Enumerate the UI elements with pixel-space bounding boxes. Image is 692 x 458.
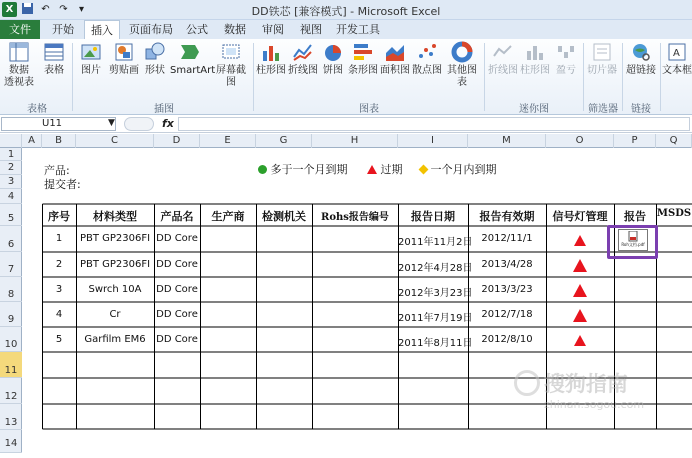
row-header[interactable]: 14	[0, 430, 22, 453]
cell-valid-until[interactable]: 2012/11/1	[481, 233, 533, 244]
tab-insert[interactable]: 插入	[84, 20, 120, 40]
table-label: 表格	[44, 65, 64, 76]
header-rohs-no: Rohs报告编号	[321, 212, 389, 223]
tab-data[interactable]: 数据	[224, 23, 246, 36]
report-attachment[interactable]	[618, 229, 648, 251]
group-charts-label: 图表	[359, 104, 379, 115]
column-chart-label: 柱形图	[256, 65, 286, 76]
insert-function-icon[interactable]: fx	[162, 117, 174, 130]
row-header[interactable]: 3	[0, 175, 22, 189]
cell-no[interactable]: 3	[55, 284, 63, 295]
row-header[interactable]: 7	[0, 252, 22, 277]
column-header[interactable]: Q	[656, 134, 692, 148]
cell-report-date[interactable]: 2011年7月19日	[398, 313, 473, 324]
cell-material[interactable]: Cr	[109, 309, 121, 320]
column-header[interactable]: P	[614, 134, 656, 148]
cell-report-date[interactable]: 2011年11月2日	[398, 237, 473, 248]
cell-no[interactable]: 5	[55, 334, 63, 345]
submitter-label: 提交者:	[44, 178, 81, 191]
watermark-cn: 搜狗指南	[543, 372, 628, 396]
shapes-label: 形状	[145, 65, 165, 76]
scatter-chart-label: 散点图	[412, 65, 442, 76]
row-header[interactable]: 2	[0, 161, 22, 175]
tab-view[interactable]: 视图	[300, 23, 322, 36]
pdf-file-icon	[627, 231, 639, 242]
cell-material[interactable]: PBT GP2306FI	[79, 233, 151, 244]
sparkline-column-label: 柱形图	[520, 65, 550, 76]
tab-home[interactable]: 开始	[52, 23, 74, 36]
column-header[interactable]: H	[312, 134, 398, 148]
hyperlink-label: 超链接	[626, 65, 656, 76]
column-header[interactable]: A	[22, 134, 42, 148]
group-illustrations-label: 插图	[154, 104, 174, 115]
name-box-dropdown-icon[interactable]: ▼	[108, 118, 115, 128]
expired-triangle-icon	[574, 335, 586, 346]
tab-page-layout[interactable]: 页面布局	[129, 23, 173, 36]
column-header[interactable]: M	[468, 134, 546, 148]
header-no: 序号	[48, 210, 70, 223]
cell-no[interactable]: 4	[55, 309, 63, 320]
sogou-watermark	[514, 368, 644, 411]
sogou-logo-icon	[514, 370, 540, 396]
cell-valid-until[interactable]: 2012/7/18	[481, 309, 533, 320]
cell-no[interactable]: 2	[55, 259, 63, 270]
window-title: DD铁芯 [兼容模式] - Microsoft Excel	[251, 5, 441, 18]
screenshot-label: 屏幕截图	[216, 65, 246, 88]
cell-valid-until[interactable]: 2012/8/10	[481, 334, 533, 345]
column-header[interactable]: D	[154, 134, 200, 148]
group-tables-label: 表格	[27, 104, 47, 115]
row-header[interactable]: 5	[0, 204, 22, 226]
smartart-label: SmartArt	[170, 65, 216, 76]
cell-report-date[interactable]: 2012年4月28日	[398, 263, 473, 274]
cell-report-date[interactable]: 2012年3月23日	[398, 288, 473, 299]
cell-product[interactable]: DD Core	[156, 284, 198, 295]
column-header[interactable]: O	[546, 134, 614, 148]
group-links-label: 链接	[631, 104, 651, 115]
column-header[interactable]: C	[76, 134, 154, 148]
cell-product[interactable]: DD Core	[156, 334, 198, 345]
svg-text:A: A	[673, 48, 680, 59]
watermark-en: zhinan.sogou.com	[544, 398, 645, 411]
other-charts-label: 其他图表	[447, 65, 477, 88]
clipart-label: 剪贴画	[109, 65, 139, 76]
row-header[interactable]: 10	[0, 327, 22, 352]
customize-qat-icon[interactable]: ▾	[78, 4, 85, 15]
row-header-selected[interactable]: 11	[0, 352, 22, 378]
expired-triangle-icon	[573, 309, 587, 322]
header-msds: MSDS	[656, 208, 692, 219]
cell-material[interactable]: Garfilm EM6	[84, 334, 146, 345]
slicer-label: 切片器	[587, 65, 617, 76]
tab-review[interactable]: 审阅	[262, 23, 284, 36]
header-material: 材料类型	[93, 210, 137, 223]
name-box[interactable]: U11	[1, 117, 116, 131]
cell-valid-until[interactable]: 2013/4/28	[481, 259, 533, 270]
row-header[interactable]: 13	[0, 404, 22, 430]
product-label: 产品:	[44, 164, 70, 177]
header-signal: 信号灯管理	[552, 210, 608, 223]
bar-chart-label: 条形图	[348, 65, 378, 76]
redo-icon[interactable]: ↷	[59, 4, 68, 15]
pivot-table-label: 数据 透视表	[4, 65, 34, 88]
group-filter-label: 筛选器	[588, 104, 618, 115]
picture-label: 图片	[81, 65, 101, 76]
cell-no[interactable]: 1	[55, 233, 63, 244]
header-valid-until: 报告有效期	[479, 210, 535, 223]
column-header[interactable]: I	[398, 134, 468, 148]
cell-product[interactable]: DD Core	[156, 259, 198, 270]
cell-report-date[interactable]: 2011年8月11日	[398, 338, 473, 349]
cell-material[interactable]: Swrch 10A	[88, 284, 142, 295]
cell-product[interactable]: DD Core	[156, 309, 198, 320]
textbox-label: 文本框	[662, 65, 692, 76]
cell-product[interactable]: DD Core	[156, 233, 198, 244]
undo-icon[interactable]: ↶	[41, 4, 50, 15]
line-chart-label: 折线图	[288, 65, 318, 76]
row-header[interactable]: 6	[0, 226, 22, 252]
sparkline-winloss-label: 盈亏	[556, 65, 576, 76]
area-chart-label: 面积图	[380, 65, 410, 76]
row-header[interactable]: 8	[0, 277, 22, 302]
attachment-label: Roh文档.pdf	[621, 242, 645, 247]
tab-developer[interactable]: 开发工具	[336, 23, 380, 36]
expired-triangle-icon	[573, 259, 587, 272]
expired-triangle-icon	[574, 235, 586, 246]
row-header[interactable]: 4	[0, 189, 22, 204]
header-manufacturer: 生产商	[211, 210, 245, 223]
row-header[interactable]: 12	[0, 378, 22, 404]
legend-red-label: 过期	[380, 163, 403, 176]
group-sparklines-label: 迷你图	[519, 104, 549, 115]
row-header[interactable]: 9	[0, 302, 22, 327]
row-header[interactable]: 1	[0, 148, 22, 161]
tab-file[interactable]: 文件	[0, 20, 40, 39]
pie-chart-label: 饼图	[323, 65, 343, 76]
tab-formulas[interactable]: 公式	[186, 23, 208, 36]
column-header[interactable]: B	[42, 134, 76, 148]
cell-valid-until[interactable]: 2013/3/23	[481, 284, 533, 295]
header-product: 产品名	[160, 210, 194, 223]
sparkline-line-label: 折线图	[488, 65, 518, 76]
expired-triangle-icon	[573, 284, 587, 297]
header-report-date: 报告日期	[411, 210, 455, 223]
legend-green-label: 多于一个月到期	[270, 163, 348, 176]
header-lab: 检测机关	[262, 210, 306, 223]
cell-material[interactable]: PBT GP2306FI	[79, 259, 151, 270]
column-header[interactable]: E	[200, 134, 256, 148]
column-header[interactable]: G	[256, 134, 312, 148]
excel-logo-icon: X	[2, 2, 17, 17]
legend-yellow-label: 一个月内到期	[430, 163, 497, 176]
header-report: 报告	[624, 210, 646, 223]
